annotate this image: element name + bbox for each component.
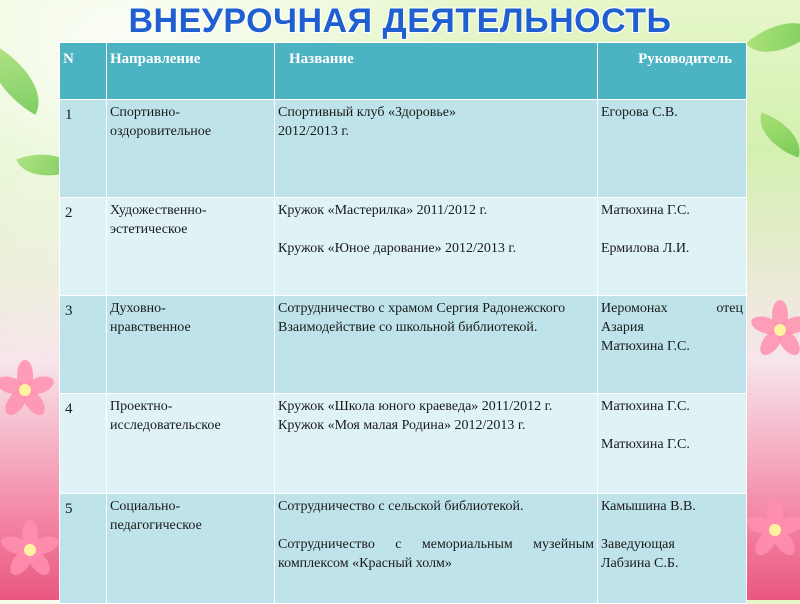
name-line: Сотрудничество с храмом Сергия Радонежского (278, 301, 566, 316)
row-number: 1 (60, 100, 107, 198)
table-row (60, 394, 747, 494)
direction-line: Проектно- (110, 399, 173, 414)
direction-line: педагогическое (110, 518, 202, 533)
activities-table (59, 42, 747, 604)
name-line: Сотрудничество с мемориальным музейным комплексом «Красный холм» (278, 537, 594, 571)
direction-cell (107, 198, 275, 296)
leader-line: Камышина В.В. (601, 499, 696, 514)
leader-line: Матюхина Г.С. (601, 437, 690, 452)
decorative-flower-icon (745, 500, 800, 560)
header-num: N (60, 43, 107, 100)
name-cell (275, 394, 598, 494)
row-number: 4 (60, 394, 107, 494)
name-line: Кружок «Моя малая Родина» 2012/2013 г. (278, 418, 526, 433)
direction-line: эстетическое (110, 222, 188, 237)
direction-cell (107, 494, 275, 604)
direction-line: Социально- (110, 499, 181, 514)
row-number: 2 (60, 198, 107, 296)
name-line: 2012/2013 г. (278, 124, 350, 139)
direction-cell (107, 394, 275, 494)
leader-cell (598, 394, 747, 494)
leader-cell (598, 198, 747, 296)
name-line: Кружок «Мастерилка» 2011/2012 г. (278, 203, 488, 218)
page-title: ВНЕУРОЧНАЯ ДЕЯТЕЛЬНОСТЬ (128, 2, 672, 40)
leader-line: Матюхина Г.С. (601, 399, 690, 414)
name-cell (275, 296, 598, 394)
name-line: Кружок «Школа юного краеведа» 2011/2012 г. (278, 399, 553, 414)
name-cell (275, 100, 598, 198)
decorative-flower-icon (750, 300, 800, 360)
table-row (60, 100, 747, 198)
direction-cell (107, 100, 275, 198)
decorative-leaf (0, 45, 55, 115)
direction-line: оздоровительное (110, 124, 212, 139)
header-direction: Направление (107, 43, 275, 100)
table-row (60, 296, 747, 394)
name-line: Сотрудничество с сельской библиотекой. (278, 499, 524, 514)
direction-line: Духовно- (110, 301, 166, 316)
leader-line: Матюхина Г.С. (601, 203, 690, 218)
decorative-flower-icon (0, 360, 55, 420)
decorative-flower-icon (0, 520, 60, 580)
leader-line: Ермилова Л.И. (601, 241, 690, 256)
leader-line: Егорова С.В. (601, 105, 678, 120)
leader-line: Заведующая Лабзина С.Б. (601, 537, 679, 571)
name-line: Спортивный клуб «Здоровье» (278, 105, 456, 120)
table-row (60, 494, 747, 604)
table-row (60, 198, 747, 296)
direction-line: Спортивно- (110, 105, 181, 120)
leader-line: Иеромонах отец Азария (601, 301, 743, 335)
row-number: 5 (60, 494, 107, 604)
name-line: Кружок «Юное дарование» 2012/2013 г. (278, 241, 517, 256)
direction-cell (107, 296, 275, 394)
leader-cell (598, 100, 747, 198)
header-name: Название (275, 43, 598, 100)
name-cell (275, 198, 598, 296)
name-line: Взаимодействие со школьной библиотекой. (278, 320, 538, 335)
leader-cell (598, 494, 747, 604)
row-number: 3 (60, 296, 107, 394)
decorative-leaf (751, 112, 800, 157)
header-leader: Руководитель (598, 43, 747, 100)
direction-line: исследовательское (110, 418, 221, 433)
leader-line: Матюхина Г.С. (601, 339, 690, 354)
name-cell (275, 494, 598, 604)
direction-line: нравственное (110, 320, 191, 335)
leader-cell (598, 296, 747, 394)
direction-line: Художественно- (110, 203, 207, 218)
table-header-row (60, 43, 747, 100)
